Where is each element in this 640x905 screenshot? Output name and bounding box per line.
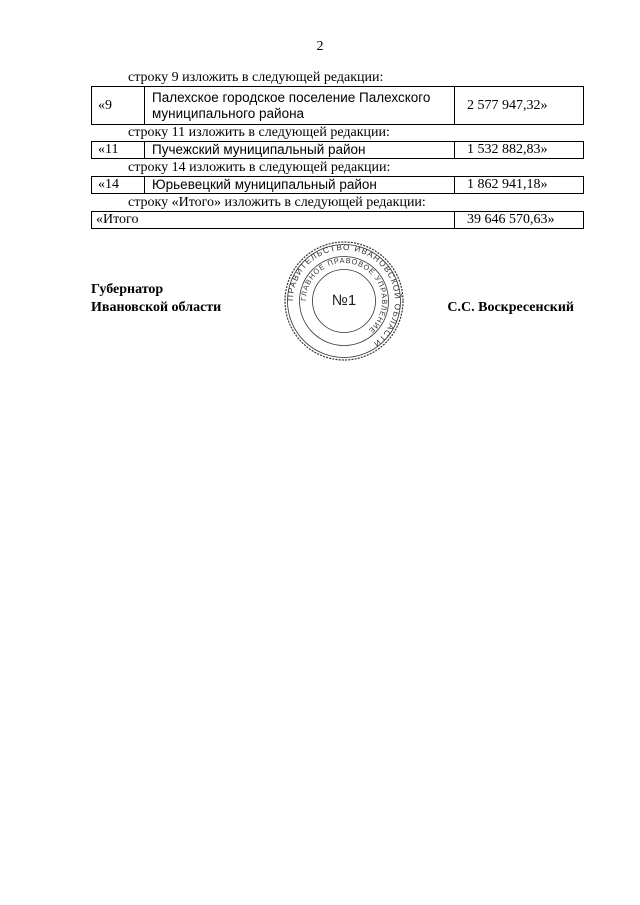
row-number: «14	[92, 177, 145, 194]
row-amount: 1 532 882,83»	[455, 142, 584, 159]
row-name: Пучежский муниципальный район	[145, 142, 455, 159]
seal-outer-text: ПРАВИТЕЛЬСТВО ИВАНОВСКОЙ ОБЛАСТИ	[285, 242, 403, 349]
seal-inner-text: ГЛАВНОЕ ПРАВОВОЕ УПРАВЛЕНИЕ	[298, 255, 390, 336]
signer-name: С.С. Воскресенский	[447, 300, 574, 315]
signer-title-line1: Губернатор	[91, 282, 164, 297]
seal-number: №1	[331, 292, 357, 309]
instruction-row-total: строку «Итого» изложить в следующей редакции:	[128, 195, 426, 210]
row-name-line2: муниципального района	[152, 105, 305, 121]
signer-title-line2: Ивановской области	[91, 300, 222, 315]
row-name-line1: Палехское городское поселение Палехского	[152, 89, 431, 105]
table-row-11	[91, 141, 584, 159]
instruction-row-11: строку 11 изложить в следующей редакции:	[128, 125, 390, 140]
row-name: Юрьевецкий муниципальный район	[145, 177, 455, 194]
row-number: «9	[92, 87, 145, 125]
page-number: 2	[316, 39, 324, 54]
signer-title	[91, 281, 221, 317]
row-amount: 1 862 941,18»	[455, 177, 584, 194]
instruction-row-9: строку 9 изложить в следующей редакции:	[128, 70, 384, 85]
row-amount: 2 577 947,32»	[455, 87, 584, 125]
total-label: «Итого	[92, 212, 455, 229]
table-row-total	[91, 211, 584, 229]
table-row-14	[91, 176, 584, 194]
row-number: «11	[92, 142, 145, 159]
official-seal	[283, 240, 405, 362]
table-row-9	[91, 86, 584, 125]
instruction-row-14: строку 14 изложить в следующей редакции:	[128, 160, 391, 175]
total-amount: 39 646 570,63»	[455, 212, 584, 229]
row-name	[145, 87, 455, 125]
